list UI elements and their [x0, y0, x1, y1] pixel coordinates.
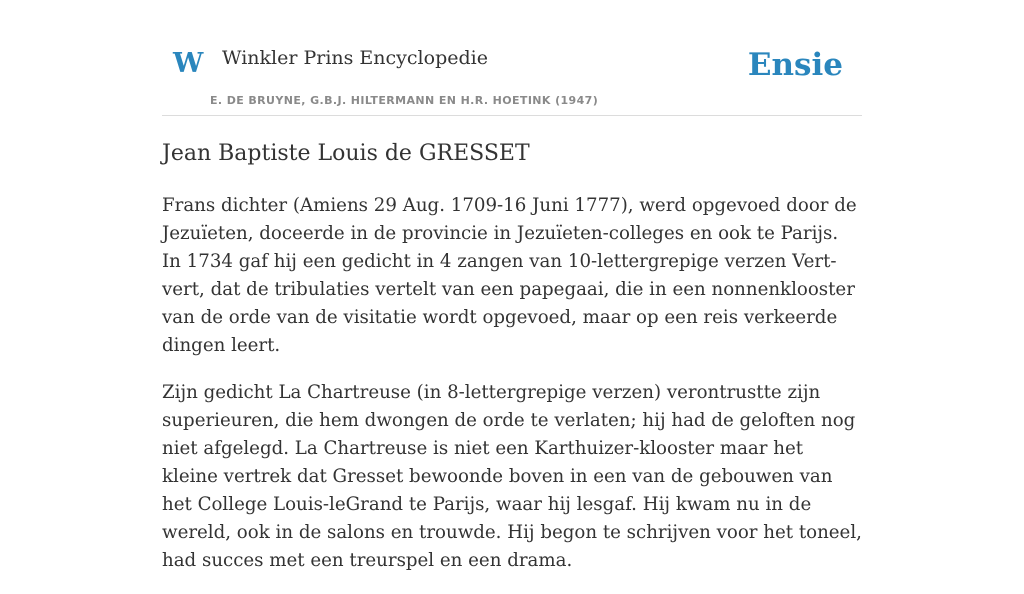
ensie-logo-link[interactable]: Ensie [747, 47, 843, 83]
article-body [162, 192, 862, 594]
page-header [162, 0, 862, 116]
source-authors: E. DE BRUYNE, G.B.J. HILTERMANN EN H.R. HOETINK (1947) [210, 94, 599, 107]
winkler-prins-logo[interactable]: W [173, 48, 204, 79]
article-paragraph: Frans dichter (Amiens 29 Aug. 1709-16 Juni 1777), werd opgevoed door de Jezuïeten, doceerde in de provincie in Jezuïeten-colleges en ook te Parijs. In 1734 gaf hij een gedicht in 4 zangen van 10-lettergrepige verzen Vert-vert, dat de tribulaties vertelt van een papegaai, die in een nonnenklooster van de orde van de visitatie wordt opgevoed, maar op een reis verkeerde dingen leert. [162, 195, 857, 356]
article-paragraph: Zijn gedicht La Chartreuse (in 8-lettergrepige verzen) verontrustte zijn superieuren, die hem dwongen de orde te verlaten; hij had de geloften nog niet afgelegd. La Chartreuse is niet een Karthuizer-klooster maar het kleine vertrek dat Gresset bewoonde boven in een van de gebouwen van het College Louis-leGrand te Parijs, waar hij lesgaf. Hij kwam nu in de wereld, ook in de salons en trouwde. Hij begon te schrijven voor het toneel, had succes met een treurspel en een drama. [162, 382, 862, 571]
article-title: Jean Baptiste Louis de GRESSET [162, 141, 530, 166]
source-title[interactable]: Winkler Prins Encyclopedie [222, 47, 488, 69]
